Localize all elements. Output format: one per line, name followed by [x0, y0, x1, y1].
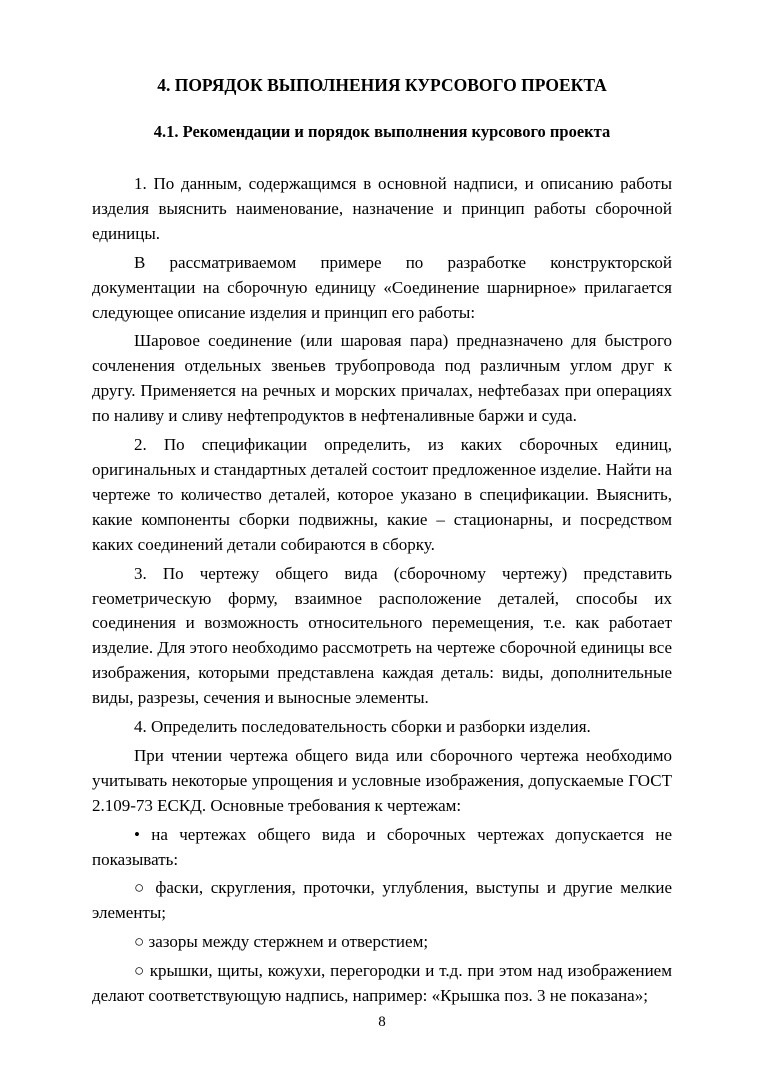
paragraph: Шаровое соединение (или шаровая пара) предназначено для быстрого сочленения отдельных звеньев трубопровода под различным углом друг к другу. Применяется на речных и морских причалах, нефтебазах при операциях по наливу и сливу нефтепродуктов в нефтеналивные баржи и суда. — [92, 331, 672, 426]
section-heading: 4. ПОРЯДОК ВЫПОЛНЕНИЯ КУРСОВОГО ПРОЕКТА — [157, 75, 607, 95]
body-text — [92, 172, 672, 1009]
paragraph: 4. Определить последовательность сборки и разборки изделия. — [134, 717, 591, 737]
paragraph: 3. По чертежу общего вида (сборочному чертежу) представить геометрическую форму, взаимное расположение деталей, способы их соединения и возможность относительного перемещения, т.е. как работает изделие. Для этого необходимо рассмотреть на чертеже сборочной единицы все изображения, которыми представлена каждая деталь: виды, дополнительные виды, разрезы, сечения и выносные элементы. — [92, 563, 672, 708]
paragraph: При чтении чертежа общего вида или сборочного чертежа необходимо учитывать некоторые упрощения и условные изображения, допускаемые ГОСТ 2.109-73 ЕСКД. Основные требования к чертежам: — [92, 745, 672, 815]
bullet-item: • на чертежах общего вида и сборочных чертежах допускается не показывать: — [92, 824, 672, 869]
sub-bullet-item: ○ крышки, щиты, кожухи, перегородки и т.д. при этом над изображением делают соответствующую надпись, например: «Крышка поз. 3 не показана»; — [92, 961, 672, 1006]
subsection-heading: 4.1. Рекомендации и порядок выполнения курсового проекта — [153, 122, 611, 141]
paragraph: В рассматриваемом примере по разработке конструкторской документации на сборочную единицу «Соединение шарнирное» прилагается следующее описание изделия и принцип его работы: — [92, 252, 672, 322]
paragraph: 1. По данным, содержащимся в основной надписи, и описанию работы изделия выяснить наименование, назначение и принцип работы сборочной единицы. — [92, 174, 672, 243]
sub-bullet-item: ○ фаски, скругления, проточки, углубления, выступы и другие мелкие элементы; — [92, 878, 672, 923]
paragraph: 2. По спецификации определить, из каких сборочных единиц, оригинальных и стандартных деталей состоит предложенное изделие. Найти на чертеже то количество деталей, которое указано в спецификации. Выяснить, какие компоненты сборки подвижны, какие – стационарны, и посредством каких соединений детали собираются в сборку. — [92, 435, 672, 554]
page-number: 8 — [378, 1014, 386, 1030]
sub-bullet-item: ○ зазоры между стержнем и отверстием; — [134, 932, 429, 952]
